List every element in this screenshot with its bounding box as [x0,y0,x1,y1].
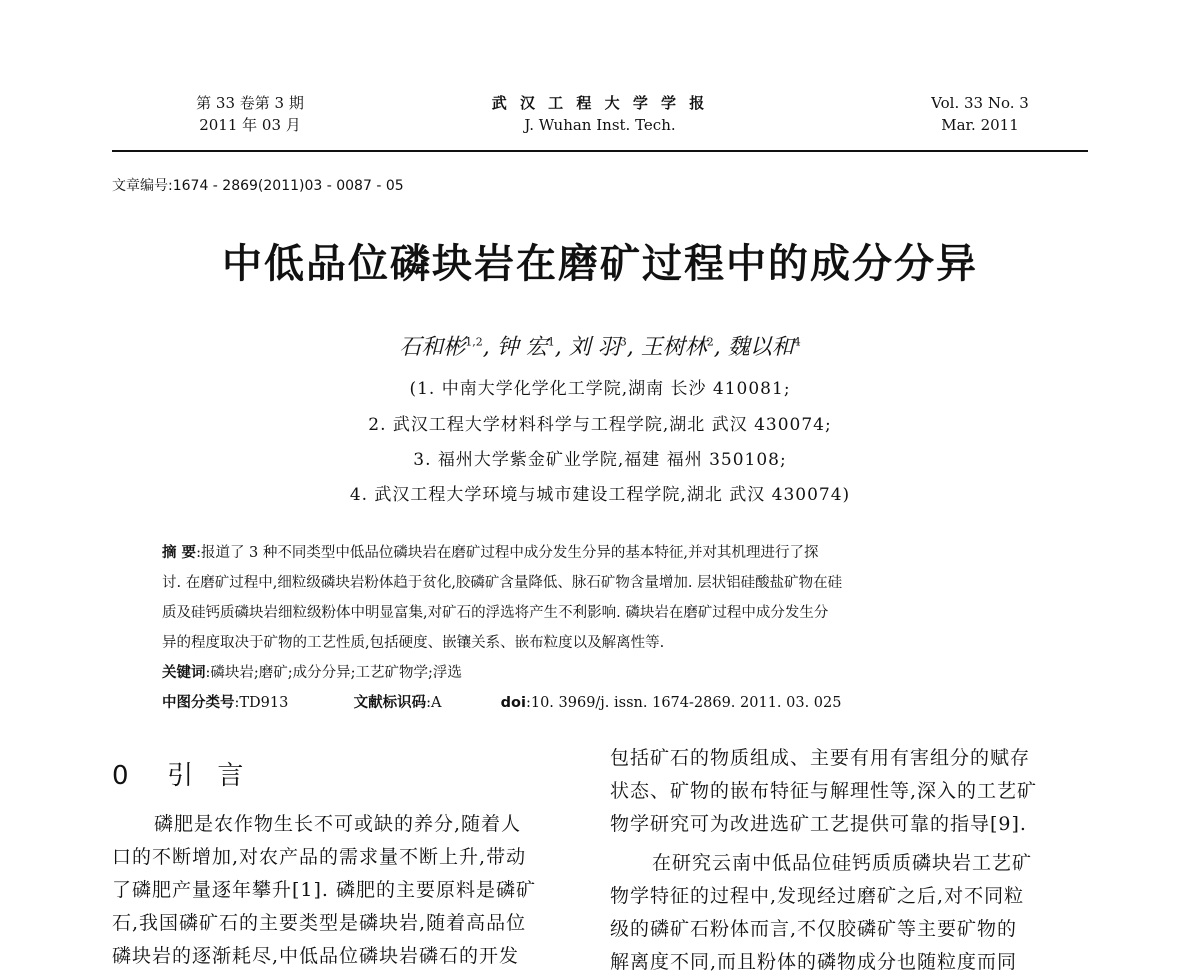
author: 钟 宏$^1$ [496,335,555,360]
doi-label: doi [500,695,526,711]
paragraph-line: 级的磷矿石粉体而言,不仅胶磷矿等主要矿物的 [610,918,1018,940]
paragraph-line: 物学特征的过程中,发现经过磨矿之后,对不同粒 [610,885,1025,907]
affiliation-2: 2. 武汉工程大学材料科学与工程学院,湖北 武汉 430074; [368,415,832,435]
header-divider [112,150,1088,152]
author-list: 石和彬$^{1,2}$, 钟 宏$^1$, 刘 羽$^3$, 王树林$^2$, 魏以和$^4$ [399,335,801,360]
paragraph-line: 包括矿石的物质组成、主要有用有害组分的赋存 [610,747,1031,769]
journal-vol-date-en: Vol. 33 No. 3 Mar. 2011 [931,94,1029,134]
paragraph-line: 在研究云南中低品位硅钙质质磷块岩工艺矿 [652,852,1033,874]
paragraph-line: 物学研究可为改进选矿工艺提供可靠的指导[9]. [610,813,1027,835]
paper-title: 中低品位磷块岩在磨矿过程中的成分分异 [222,241,978,287]
article-id: 文章编号:1674 - 2869(2011)03 - 0087 - 05 [112,178,404,194]
paragraph-line: 磷肥是农作物生长不可或缺的养分,随着人 [154,813,522,835]
paragraph-line: 石,我国磷矿石的主要类型是磷块岩,随着高品位 [112,912,527,934]
left-column-text [112,808,592,973]
paragraph-line: 磷块岩的逐渐耗尽,中低品位磷块岩磷石的开发 [112,945,520,967]
right-column-text [610,742,1090,979]
paragraph-line: 口的不断增加,对农产品的需求量不断上升,带动 [112,846,527,868]
keywords-label: 关键词 [162,665,206,681]
classification-line: 中图分类号:TD913 文献标识码:A doi:10. 3969/j. issn. 1674-2869. 2011. 03. 025 [162,695,842,711]
paragraph-line: 状态、矿物的嵌布特征与解理性等,深入的工艺矿 [610,780,1038,802]
author: 石和彬$^{1,2}$ [399,335,483,360]
paragraph-line: 解离度不同,而且粉体的磷物成分也随粒度而同 [610,951,1018,973]
clc-label: 中图分类号 [162,695,235,711]
abstract: 摘 要:报道了 3 种不同类型中低品位磷块岩在磨矿过程中成分发生分异的基本特征,并对其机理进行了探 讨. 在磨矿过程中,细粒级磷块岩粉体趋于贫化,胶磷矿含量降低、脉石矿物含量增加. 层状铝硅酸盐矿物在硅 质及硅钙质磷块岩细粒级粉体中明显富集,对矿石的浮选将产生不利影响. 磷块岩在磨矿过程中成分发生分 异的程度取决于矿物的工艺性质,包括硬度、嵌镶关系、嵌布粒度以及解离性等. [162,545,843,651]
section-heading: 0 引 言 [112,761,252,791]
affiliation-3: 3. 福州大学紫金矿业学院,福建 福州 350108; [413,450,787,470]
author: 王树林$^2$ [640,335,714,360]
affiliation-4: 4. 武汉工程大学环境与城市建设工程学院,湖北 武汉 430074) [349,485,851,505]
doc-code-label: 文献标识码 [353,695,427,711]
author: 魏以和$^4$ [727,335,801,360]
affiliation-1: (1. 中南大学化学化工学院,湖南 长沙 410081; [409,379,791,399]
journal-name: 武 汉 工 程 大 学 学 报 J. Wuhan Inst. Tech. [491,94,709,134]
paragraph-line: 了磷肥产量逐年攀升[1]. 磷肥的主要原料是磷矿 [112,879,536,901]
keywords: 关键词:磷块岩;磨矿;成分分异;工艺矿物学;浮选 [162,665,462,681]
abstract-label: 摘 要 [162,545,197,561]
author: 刘 羽$^3$ [568,335,627,360]
journal-volume-issue: 第 33 卷第 3 期 2011 年 03 月 [196,94,304,134]
